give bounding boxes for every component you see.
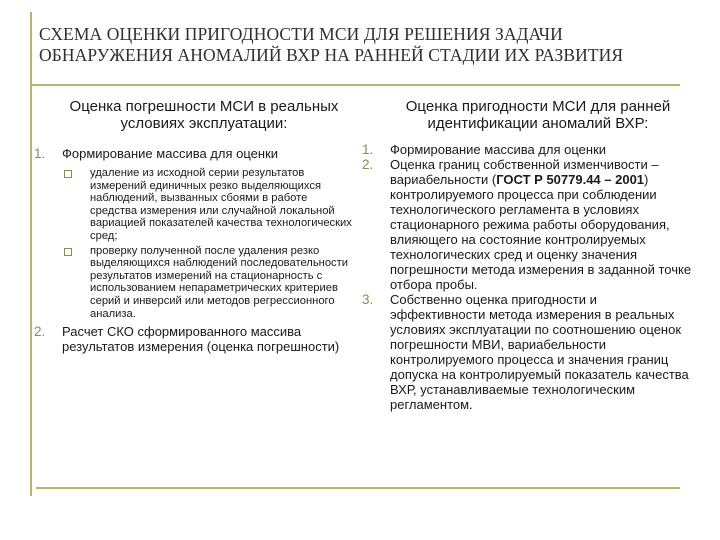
left-sublist: [62, 167, 354, 320]
right-list: [362, 142, 694, 412]
item-number: 2.: [34, 324, 46, 340]
left-item-2-text: Расчет СКО сформированного массива результатов измерения (оценка погрешности): [62, 324, 340, 355]
right-column: [362, 98, 694, 412]
right-item-2: [362, 157, 694, 292]
item-number: 3.: [362, 292, 374, 307]
left-item-1: [34, 146, 354, 320]
left-item-2: [34, 324, 354, 354]
left-subitem-1-text: удаление из исходной серии результатов измерений единичных резко выделяющихся наблюдений, вызванных сбоями в работе средства измерения или случайной локальной вариацией показателей качества технологических сред;: [90, 167, 352, 242]
right-heading: Оценка пригодности МСИ для ранней идентификации аномалий ВХР:: [405, 98, 671, 132]
frame-top-line: [30, 84, 680, 86]
right-item-3: [362, 292, 694, 412]
left-item-1-text: Формирование массива для оценки: [62, 146, 279, 161]
item-number: 1.: [34, 146, 46, 161]
square-bullet-icon: [64, 170, 72, 178]
right-item-2-text-after: ) контролируемого процесса при соблюдении технологического регламента в условиях стационарного режима работы оборудования, влияющего на состояние контролируемых технологических сред и оценку значения погрешности метода измерения в заданной точке отбора пробы.: [390, 172, 692, 292]
square-bullet-icon: [64, 248, 72, 256]
slide-title: СХЕМА ОЦЕНКИ ПРИГОДНОСТИ МСИ ДЛЯ РЕШЕНИЯ ЗАДАЧИ ОБНАРУЖЕНИЯ АНОМАЛИЙ ВХР НА РАННЕЙ СТАДИИ ИХ РАЗВИТИЯ: [39, 24, 624, 65]
item-number: 2.: [362, 157, 374, 172]
right-item-1: [362, 142, 694, 157]
left-list: [34, 146, 354, 354]
right-item-3-text: Собственно оценка пригодности и эффективности метода измерения в реальных условиях эксплуатации по соотношению оценок погрешности МВИ, вариабельности контролируемого процесса и значения границ допуска на контролируемый показатель качества ВХР, устанавливаемые технологическим регламентом.: [390, 292, 689, 412]
right-item-2-text-before: Оценка границ собственной изменчивости – вариабельности (: [390, 157, 659, 187]
right-item-1-text: Формирование массива для оценки: [390, 142, 607, 157]
frame-bottom-line: [36, 487, 680, 489]
left-column: [34, 98, 354, 354]
left-subitem-2: [62, 245, 354, 321]
left-heading: Оценка погрешности МСИ в реальных условиях эксплуатации:: [69, 98, 339, 132]
left-subitem-1: [62, 167, 354, 243]
gost-reference: ГОСТ Р 50779.44 – 2001: [496, 172, 645, 187]
left-subitem-2-text: проверку полученной после удаления резко выделяющихся наблюдений последовательности результатов измерений на стационарность с использованием непараметрических критериев серий и инверсий или методов регрессионного анализа.: [90, 244, 349, 320]
item-number: 1.: [362, 142, 374, 157]
